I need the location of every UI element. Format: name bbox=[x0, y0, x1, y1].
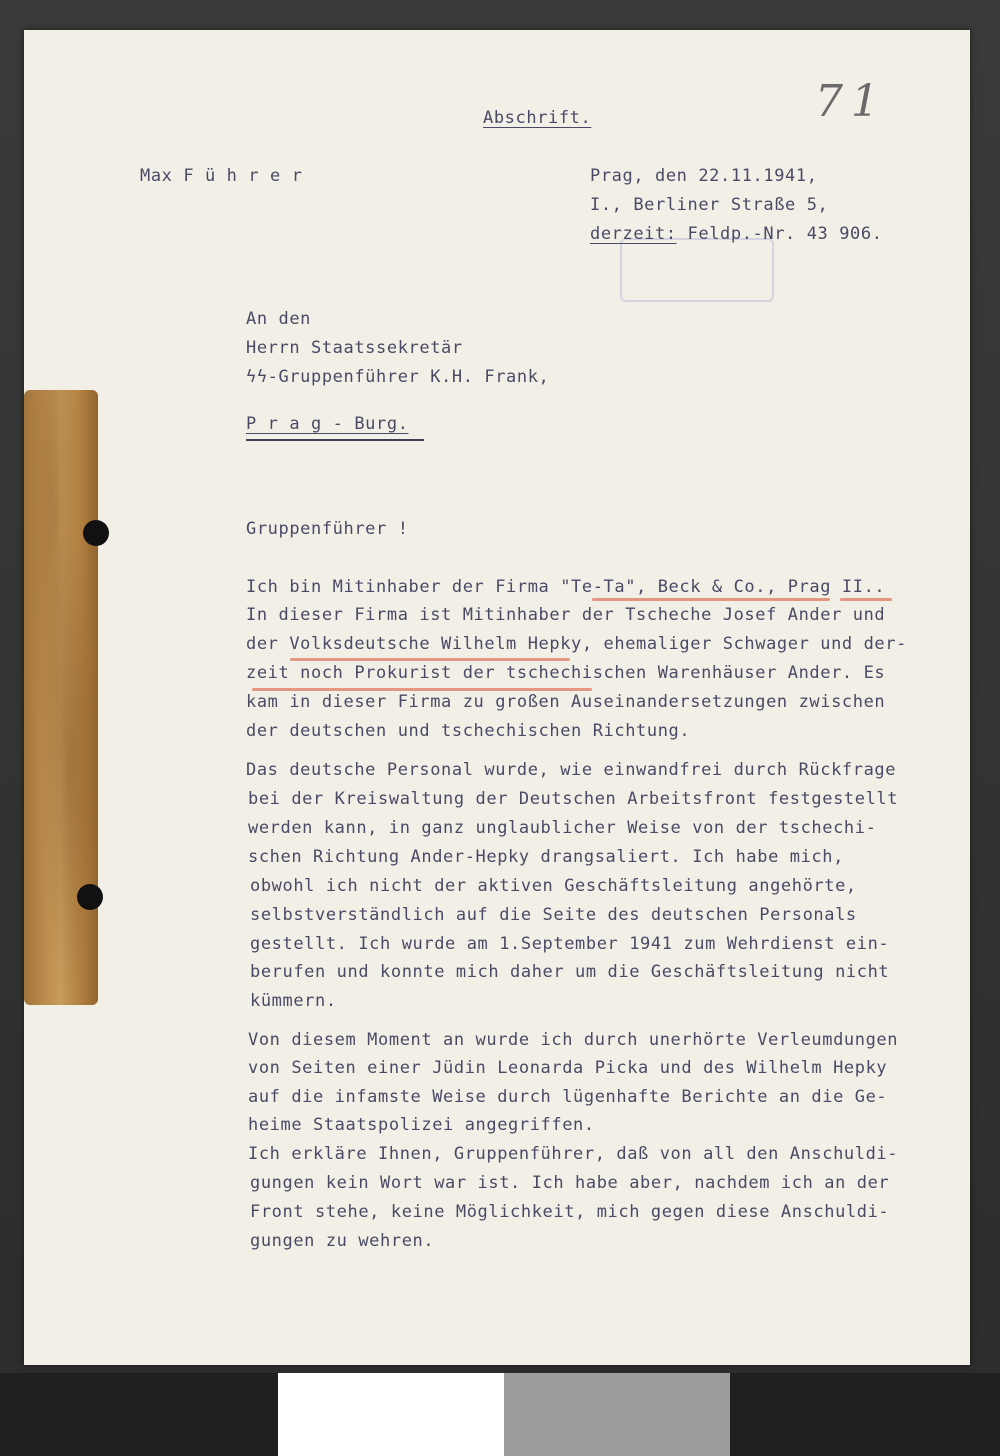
body-line: schen Richtung Ander-Hepky drangsaliert. Ich habe mich, bbox=[248, 847, 844, 867]
body-line: zeit noch Prokurist der tschechischen Warenhäuser Ander. Es bbox=[246, 663, 886, 683]
body-line: der deutschen und tschechischen Richtung. bbox=[246, 721, 691, 741]
document-title: Abschrift. bbox=[483, 108, 592, 128]
color-calibration-gray bbox=[504, 1373, 730, 1456]
place-date-line: Prag, den 22.11.1941, bbox=[590, 166, 818, 186]
body-line: der Volksdeutsche Wilhelm Hepky, ehemaliger Schwager und der- bbox=[246, 634, 907, 654]
body-line: bei der Kreiswaltung der Deutschen Arbeitsfront festgestellt bbox=[248, 789, 899, 809]
body-line: kam in dieser Firma zu großen Auseinandersetzungen zwischen bbox=[246, 692, 886, 712]
body-line: selbstverständlich auf die Seite des deutschen Personals bbox=[250, 905, 857, 925]
red-underline-teta bbox=[592, 598, 830, 601]
salutation: Gruppenführer ! bbox=[246, 519, 409, 539]
scan-footer-dark-left bbox=[0, 1373, 278, 1456]
body-line: obwohl ich nicht der aktiven Geschäftsleitung angehörte, bbox=[250, 876, 857, 896]
recipient-line-3: ϟϟ-Gruppenführer K.H. Frank, bbox=[246, 367, 550, 387]
scan-footer-dark-right bbox=[730, 1373, 1000, 1456]
body-line: Das deutsche Personal wurde, wie einwandfrei durch Rückfrage bbox=[246, 760, 897, 780]
body-line: Front stehe, keine Möglichkeit, mich gegen diese Anschuldi- bbox=[250, 1202, 890, 1222]
body-line: Ich erkläre Ihnen, Gruppenführer, daß von all den Anschuldi- bbox=[248, 1144, 899, 1164]
body-line: heime Staatspolizei angegriffen. bbox=[248, 1115, 595, 1135]
page-number: 71 bbox=[815, 76, 887, 127]
body-line: gestellt. Ich wurde am 1.September 1941 zum Wehrdienst ein- bbox=[250, 934, 890, 954]
punch-hole-bottom bbox=[77, 884, 103, 910]
body-line: werden kann, in ganz unglaublicher Weise von der tschechi- bbox=[248, 818, 877, 838]
sender-name: Max F ü h r e r bbox=[140, 166, 303, 186]
derzeit-label: derzeit: bbox=[590, 224, 677, 244]
punch-hole-top bbox=[83, 520, 109, 546]
feldpost-line bbox=[590, 226, 883, 243]
double-underline bbox=[246, 439, 424, 445]
body-line: Von diesem Moment an wurde ich durch unerhörte Verleumdungen bbox=[248, 1030, 899, 1050]
recipient-line-4: P r a g - Burg. bbox=[246, 414, 409, 434]
recipient-line-1: An den bbox=[246, 309, 312, 329]
color-calibration-white bbox=[278, 1373, 504, 1456]
body-line: gungen kein Wort war ist. Ich habe aber, nachdem ich an der bbox=[250, 1173, 890, 1193]
red-underline-hepky bbox=[290, 658, 570, 661]
address-line: I., Berliner Straße 5, bbox=[590, 195, 829, 215]
body-line: auf die infamste Weise durch lügenhafte Berichte an die Ge- bbox=[248, 1087, 888, 1107]
recipient-line-2: Herrn Staatssekretär bbox=[246, 338, 463, 358]
feldpost-number: Feldp.-Nr. 43 906. bbox=[676, 224, 883, 244]
body-line: von Seiten einer Jüdin Leonarda Picka und des Wilhelm Hepky bbox=[248, 1058, 888, 1078]
body-line: Ich bin Mitinhaber der Firma "Te-Ta", Beck & Co., Prag II.. bbox=[246, 577, 886, 597]
faint-stamp-mark bbox=[620, 238, 774, 302]
body-line: kümmern. bbox=[250, 991, 337, 1011]
body-line: gungen zu wehren. bbox=[250, 1231, 435, 1251]
rust-stain bbox=[24, 390, 98, 1005]
red-underline-zeit bbox=[252, 688, 592, 691]
body-line: berufen und konnte mich daher um die Geschäftsleitung nicht bbox=[250, 962, 890, 982]
red-underline-prag bbox=[840, 598, 892, 601]
body-line: In dieser Firma ist Mitinhaber der Tscheche Josef Ander und bbox=[246, 605, 886, 625]
